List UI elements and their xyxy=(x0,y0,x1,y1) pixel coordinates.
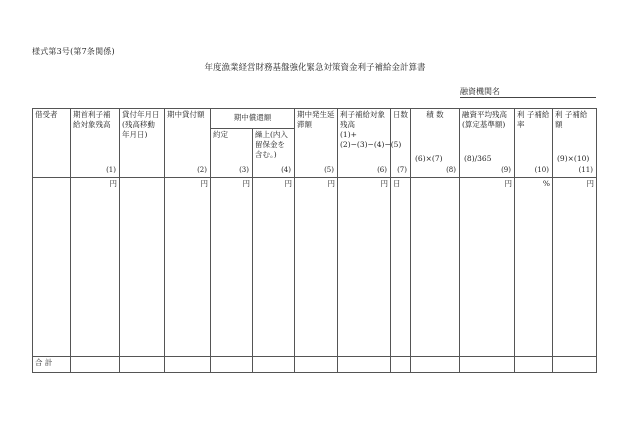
cell-rate[interactable] xyxy=(515,178,553,357)
unit-yen: 円 xyxy=(284,179,292,188)
total-row xyxy=(33,357,597,373)
header-lend-label: 期中貸付額 xyxy=(167,110,205,119)
cell-lend[interactable] xyxy=(165,178,211,357)
cell-average[interactable] xyxy=(460,178,515,357)
cell-balance[interactable] xyxy=(71,178,120,357)
header-balance-number: (1) xyxy=(106,166,116,174)
total-balance[interactable] xyxy=(71,357,120,373)
header-repay-scheduled-number: (3) xyxy=(239,166,249,174)
header-repay-early-label: 繰上(内入留保金を含む。) xyxy=(255,129,288,159)
header-average-formula: (8)/365 xyxy=(464,154,492,163)
cell-days[interactable] xyxy=(391,178,411,357)
cell-repay-scheduled[interactable] xyxy=(211,178,253,357)
header-borrower xyxy=(33,109,71,178)
header-arrears-label: 期中発生延滞額 xyxy=(297,110,335,129)
header-repay-group-label: 期中償還額 xyxy=(233,113,272,123)
header-subsidy-label: 利 子補給額 xyxy=(555,110,588,129)
header-repay-early xyxy=(253,128,295,177)
header-target-formula: (1)+(2)−(3)−(4)−(5) xyxy=(340,130,402,149)
cell-arrears[interactable] xyxy=(295,178,338,357)
unit-yen: 円 xyxy=(200,179,208,188)
cell-loan-date[interactable] xyxy=(120,178,165,357)
header-repay-group xyxy=(211,109,295,129)
header-rate-label: 利 子補給率 xyxy=(517,110,550,129)
header-loan-date-label: 貸付年月日(残高移動年月日) xyxy=(122,110,160,139)
header-average-number: (9) xyxy=(501,166,511,174)
header-borrower-label: 借受者 xyxy=(35,110,58,119)
unit-yen: 円 xyxy=(504,179,512,188)
document-title: 年度漁業経営財務基盤強化緊急対策資金利子補給金計算書 xyxy=(204,63,426,73)
header-subsidy-formula: (9)×(10) xyxy=(557,154,590,163)
header-repay-early-number: (4) xyxy=(281,166,291,174)
unit-day: 日 xyxy=(393,179,401,188)
header-target-label: 利子補給対象残高 xyxy=(340,110,385,129)
cell-product[interactable] xyxy=(411,178,460,357)
unit-percent: % xyxy=(542,179,550,188)
total-average[interactable] xyxy=(460,357,515,373)
cell-subsidy[interactable] xyxy=(553,178,597,357)
header-repay-scheduled xyxy=(211,128,253,177)
total-rate[interactable] xyxy=(515,357,553,373)
header-product-label: 積 数 xyxy=(426,110,444,119)
calculation-table xyxy=(32,108,597,373)
total-arrears[interactable] xyxy=(295,357,338,373)
header-arrears-number: (5) xyxy=(324,166,334,174)
header-repay-scheduled-label: 約定 xyxy=(213,129,228,139)
header-days-label: 日数 xyxy=(393,110,408,119)
header-lend-number: (2) xyxy=(197,166,207,174)
header-product xyxy=(411,109,460,178)
header-balance-label: 期首利子補給対象残高 xyxy=(73,110,111,129)
header-product-formula: (6)×(7) xyxy=(415,154,443,163)
unit-yen: 円 xyxy=(586,179,594,188)
header-lend xyxy=(165,109,211,178)
total-repay-scheduled[interactable] xyxy=(211,357,253,373)
cell-repay-early[interactable] xyxy=(253,178,295,357)
cell-target[interactable] xyxy=(338,178,391,357)
header-arrears xyxy=(295,109,338,178)
unit-yen: 円 xyxy=(242,179,250,188)
header-product-number: (8) xyxy=(446,166,456,174)
header-target-number: (6) xyxy=(377,166,387,174)
header-loan-date xyxy=(120,109,165,178)
unit-yen: 円 xyxy=(109,179,117,188)
total-subsidy[interactable] xyxy=(553,357,597,373)
institution-name-line[interactable] xyxy=(460,97,596,98)
total-target[interactable] xyxy=(338,357,391,373)
header-subsidy xyxy=(553,109,597,178)
institution-label: 融資機関名 xyxy=(460,87,500,96)
form-number: 様式第3号(第7条関係) xyxy=(32,47,115,56)
total-loan-date[interactable] xyxy=(120,357,165,373)
header-subsidy-number: (11) xyxy=(578,166,593,174)
total-lend[interactable] xyxy=(165,357,211,373)
header-balance xyxy=(71,109,120,178)
cell-borrower[interactable] xyxy=(33,178,71,357)
header-rate xyxy=(515,109,553,178)
header-average xyxy=(460,109,515,178)
data-entry-row xyxy=(33,178,597,357)
header-average-label: 融資平均残高(算定基準額) xyxy=(462,110,507,129)
unit-yen: 円 xyxy=(380,179,388,188)
header-days xyxy=(391,109,411,178)
total-repay-early[interactable] xyxy=(253,357,295,373)
unit-yen: 円 xyxy=(327,179,335,188)
total-label-cell xyxy=(33,357,71,373)
total-product[interactable] xyxy=(411,357,460,373)
total-label: 合 計 xyxy=(35,358,53,367)
header-rate-number: (10) xyxy=(534,166,549,174)
total-days[interactable] xyxy=(391,357,411,373)
header-days-number: (7) xyxy=(397,166,407,174)
